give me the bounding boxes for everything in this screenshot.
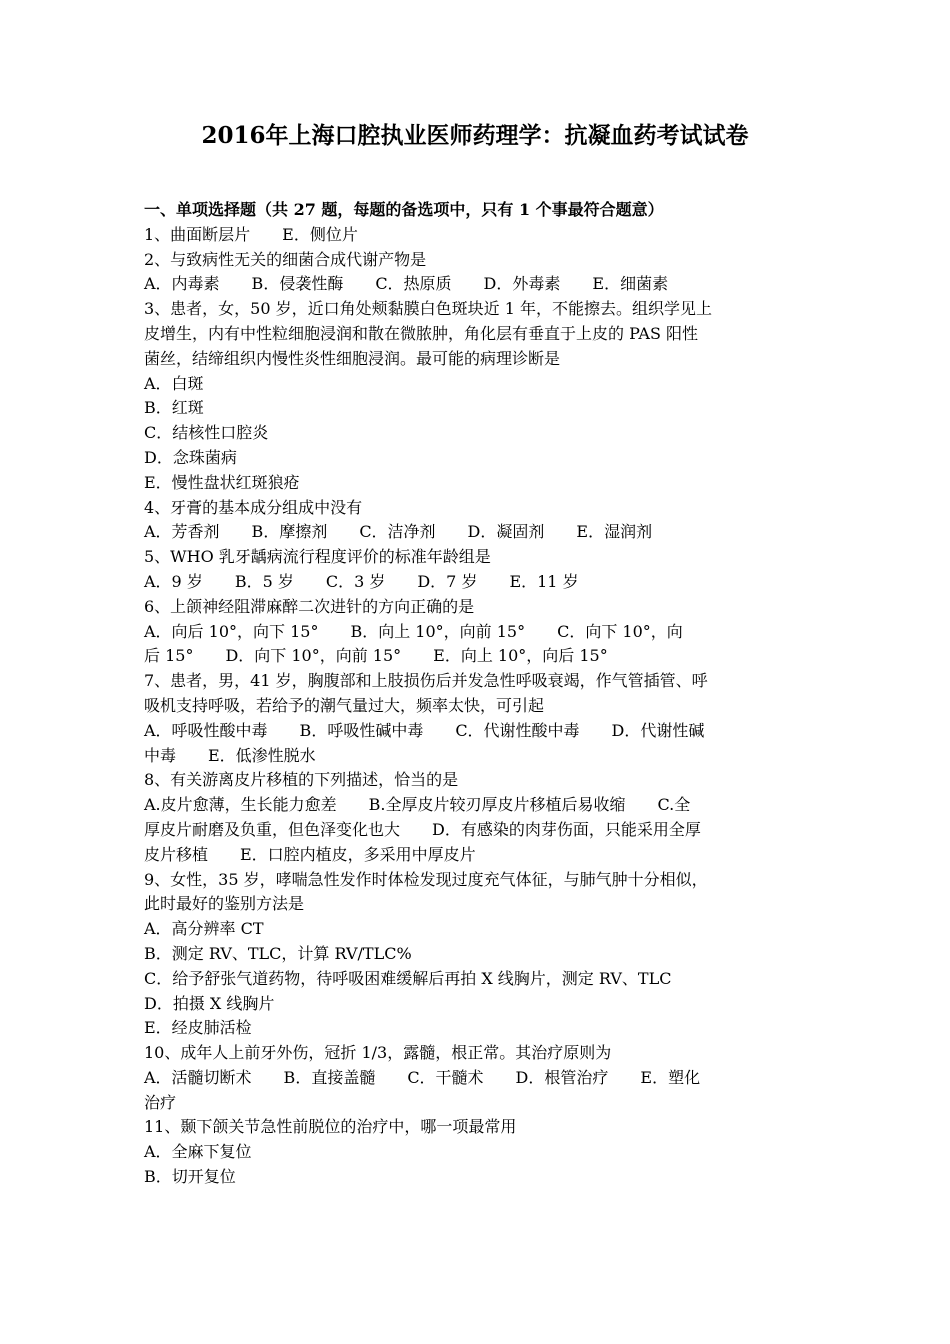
text-line: C．给予舒张气道药物，待呼吸困难缓解后再拍 X 线胸片，测定 RV、TLC	[144, 968, 672, 988]
text-line: A.皮片愈薄，生长能力愈差 B.全厚皮片较刃厚皮片移植后易收缩 C.全	[144, 795, 691, 815]
text-line: 吸机支持呼吸，若给予的潮气量过大，频率太快，可引起	[144, 695, 545, 715]
text-line: 菌丝，结缔组织内慢性炎性细胞浸润。最可能的病理诊断是	[144, 348, 561, 368]
question-lines	[144, 223, 808, 1190]
text-line: 厚皮片耐磨及负重，但色泽变化也大 D．有感染的肉芽伤面，只能采用全厚	[144, 819, 701, 839]
text-line: 10、成年人上前牙外伤，冠折 1/3，露髓，根正常。其治疗原则为	[144, 1043, 612, 1063]
text-line: 9、女性，35 岁，哮喘急性发作时体检发现过度充气体征，与肺气肿十分相似，	[144, 869, 708, 889]
section-heading: 一、单项选择题（共 27 题，每题的备选项中，只有 1 个事最符合题意）	[144, 200, 664, 219]
text-line: 8、有关游离皮片移植的下列描述，恰当的是	[144, 770, 459, 790]
text-line: D．拍摄 X 线胸片	[144, 993, 275, 1013]
text-line: 后 15° D．向下 10°，向前 15° E．向上 10°，向后 15°	[144, 646, 608, 666]
text-line: 皮片移植 E．口腔内植皮，多采用中厚皮片	[144, 844, 476, 864]
text-line: B．红斑	[144, 398, 204, 418]
text-line: E．慢性盘状红斑狼疮	[144, 472, 300, 492]
text-line: A．高分辨率 CT	[144, 919, 264, 939]
text-line: C．结核性口腔炎	[144, 423, 269, 443]
text-line: 治疗	[144, 1092, 177, 1112]
text-line: 4、牙膏的基本成分组成中没有	[144, 497, 363, 517]
text-line: A．呼吸性酸中毒 B．呼吸性碱中毒 C．代谢性酸中毒 D．代谢性碱	[144, 720, 705, 740]
text-line: A．白斑	[144, 373, 204, 393]
text-line: 7、患者，男，41 岁，胸腹部和上肢损伤后并发急性呼吸衰竭，作气管插管、呼	[144, 671, 708, 691]
text-line: D．念珠菌病	[144, 447, 237, 467]
text-line: 2、与致病性无关的细菌合成代谢产物是	[144, 249, 427, 269]
text-line: A．向后 10°，向下 15° B．向上 10°，向前 15° C．向下 10°，向	[144, 621, 683, 641]
text-line: A．9 岁 B．5 岁 C．3 岁 D．7 岁 E．11 岁	[144, 571, 579, 591]
text-line: 中毒 E．低渗性脱水	[144, 745, 316, 765]
text-line: B．测定 RV、TLC，计算 RV/TLC%	[144, 943, 412, 963]
text-line: A．活髓切断术 B．直接盖髓 C．干髓术 D．根管治疗 E．塑化	[144, 1067, 701, 1087]
text-line: A．全麻下复位	[144, 1142, 252, 1162]
text-line: A．内毒素 B．侵袭性酶 C．热原质 D．外毒素 E．细菌素	[144, 274, 669, 294]
text-line: 6、上颌神经阻滞麻醉二次进针的方向正确的是	[144, 596, 475, 616]
document-body	[144, 198, 808, 1190]
text-line: E．经皮肺活检	[144, 1018, 252, 1038]
text-line: 此时最好的鉴别方法是	[144, 894, 305, 914]
text-line: 皮增生，内有中性粒细胞浸润和散在微脓肿，角化层有垂直于上皮的 PAS 阳性	[144, 323, 698, 343]
text-line: 3、患者，女，50 岁，近口角处颊黏膜白色斑块近 1 年，不能擦去。组织学见上	[144, 299, 712, 319]
text-line: B．切开复位	[144, 1167, 236, 1187]
text-line: 1、曲面断层片 E．侧位片	[144, 224, 358, 244]
text-line: 5、WHO 乳牙龋病流行程度评价的标准年龄组是	[144, 547, 491, 567]
document-title: 2016年上海口腔执业医师药理学：抗凝血药考试试卷	[201, 122, 749, 149]
text-line: A．芳香剂 B．摩擦剂 C．洁净剂 D．凝固剂 E．湿润剂	[144, 522, 653, 542]
text-line: 11、颞下颌关节急性前脱位的治疗中，哪一项最常用	[144, 1117, 517, 1137]
